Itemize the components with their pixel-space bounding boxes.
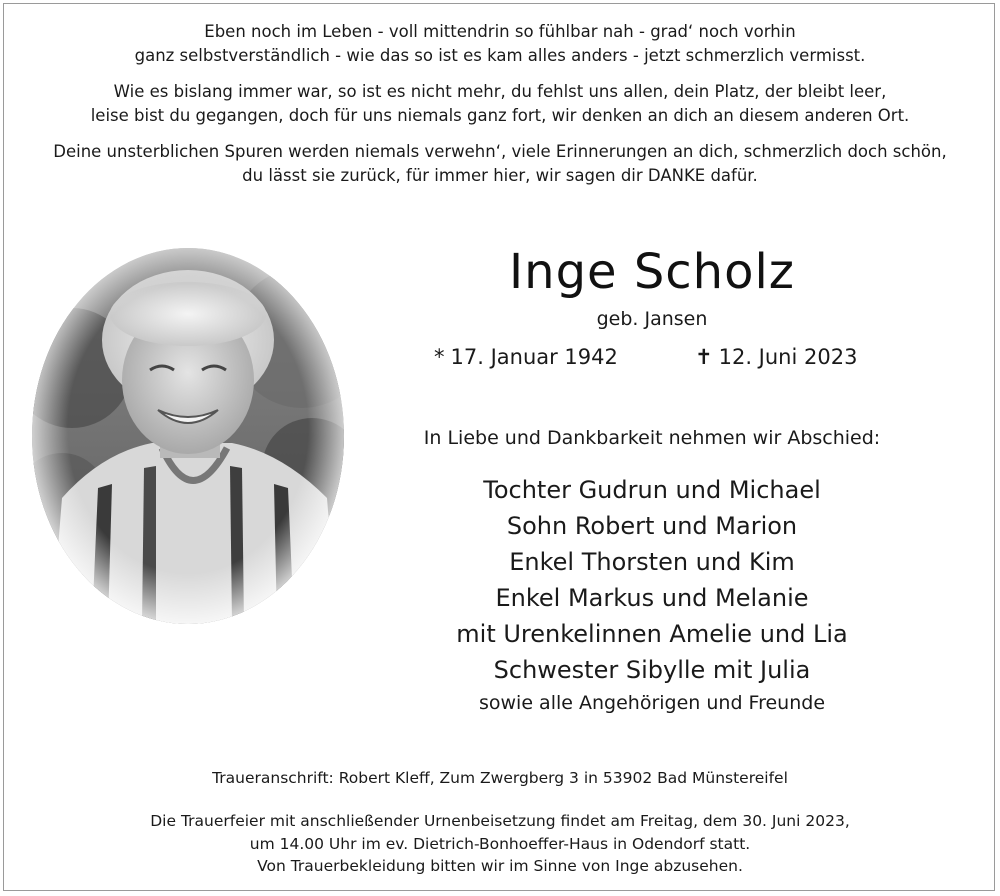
mourner-line: Enkel Thorsten und Kim [509, 548, 795, 576]
service-line: Von Trauerbekleidung bitten wir im Sinne von Inge abzusehen. [257, 857, 743, 875]
poem-line: du lässt sie zurück, für immer hier, wir sagen dir DANKE dafür. [242, 166, 758, 185]
mourner-line: Schwester Sibylle mit Julia [493, 656, 811, 684]
poem-stanza-1 [0, 20, 1000, 68]
service-info [0, 810, 1000, 878]
mourners-list [340, 472, 964, 718]
mourner-line: Sohn Robert und Marion [506, 512, 798, 540]
cross-icon: ✝ [695, 345, 713, 369]
mourner-line: mit Urenkelinnen Amelie und Lia [456, 620, 848, 648]
mourner-line: Enkel Markus und Melanie [495, 584, 809, 612]
portrait-illustration [32, 248, 344, 624]
service-line: um 14.00 Uhr im ev. Dietrich-Bonhoeffer-Haus in Odendorf statt. [249, 834, 751, 853]
service-line: Die Trauerfeier mit anschließender Urnenbeisetzung findet am Freitag, dem 30. Juni 2023, [150, 812, 850, 830]
farewell-line: In Liebe und Dankbarkeit nehmen wir Abschied: [423, 427, 881, 449]
poem-line: leise bist du gegangen, doch für uns niemals ganz fort, wir denken an dich an diesem anderen Ort. [90, 106, 910, 125]
poem-line: Eben noch im Leben - voll mittendrin so fühlbar nah - grad‘ noch vorhin [204, 22, 796, 41]
death-date-line [695, 342, 857, 372]
death-date: 12. Juni 2023 [718, 345, 858, 369]
poem-stanza-3 [0, 140, 1000, 188]
poem-stanza-2 [0, 80, 1000, 128]
portrait-photo [32, 248, 344, 624]
deceased-name: Inge Scholz [508, 244, 795, 300]
mourning-address: Traueranschrift: Robert Kleff, Zum Zwergberg 3 in 53902 Bad Münstereifel [212, 769, 788, 787]
poem-line: Deine unsterblichen Spuren werden niemals verwehn‘, viele Erinnerungen an dich, schmerzlich doch schön, [53, 142, 947, 161]
birth-date: 17. Januar 1942 [450, 345, 618, 369]
mourners-footer: sowie alle Angehörigen und Freunde [478, 692, 826, 714]
birth-date-line [434, 342, 618, 372]
mourner-line: Tochter Gudrun und Michael [483, 476, 821, 504]
birth-star-icon: * [434, 345, 445, 369]
poem-line: ganz selbstverständlich - wie das so ist es kam alles anders - jetzt schmerzlich vermisst. [134, 46, 866, 65]
birth-name: geb. Jansen [596, 308, 708, 330]
poem-line: Wie es bislang immer war, so ist es nicht mehr, du fehlst uns allen, dein Platz, der bleibt leer, [113, 82, 887, 101]
poem [0, 20, 1000, 200]
